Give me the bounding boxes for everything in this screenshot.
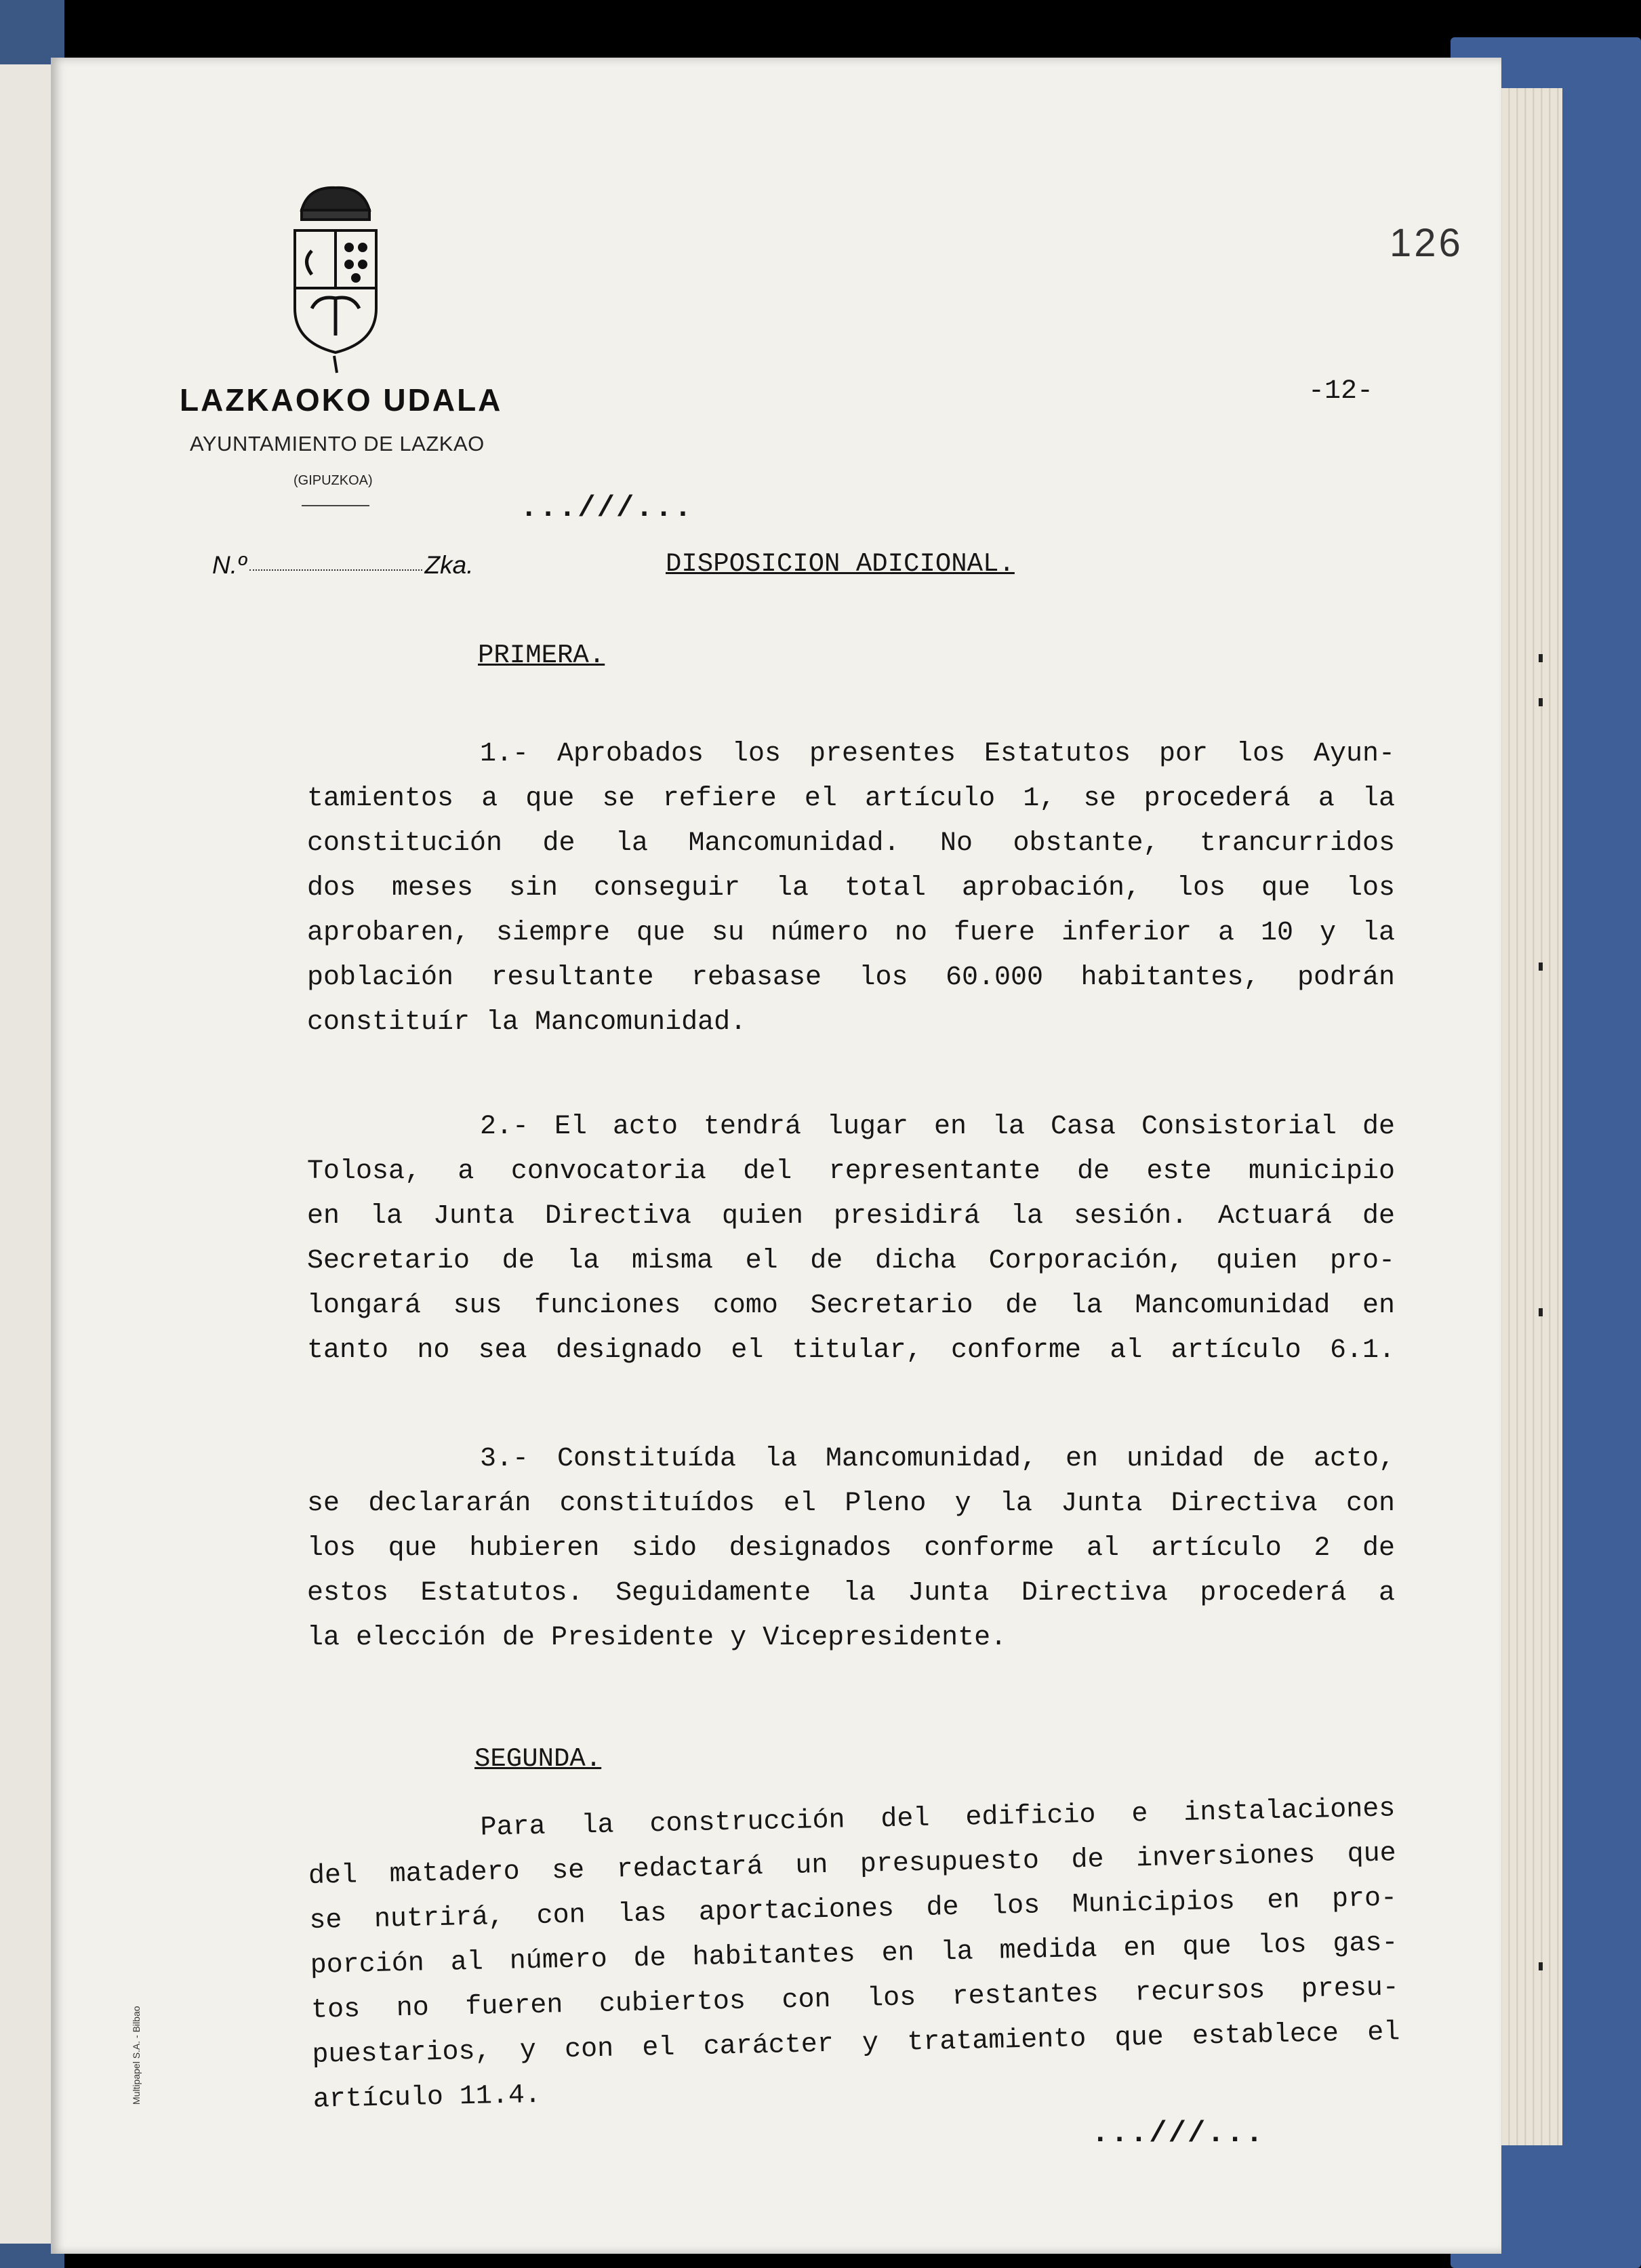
- organization-province: (GIPUZKOA): [293, 473, 373, 488]
- organization-subtitle: AYUNTAMIENTO DE LAZKAO: [190, 432, 485, 455]
- text-line: Tolosa, a convocatoria del representante de este municipio: [307, 1156, 1395, 1187]
- text-line: 3.- Constituída la Mancomunidad, en unidad de acto,: [480, 1444, 1395, 1474]
- text-line: dos meses sin conseguir la total aprobación, los que los: [307, 873, 1395, 904]
- margin-mark: [1539, 963, 1543, 971]
- text-line: se nutrirá, con las aportaciones de los Municipios en pro-: [308, 1883, 1398, 1937]
- text-line: tanto no sea designado el titular, conforme al artículo 6.1.: [307, 1335, 1395, 1366]
- text-line: del matadero se redactará un presupuesto de inversiones que: [308, 1838, 1397, 1892]
- text-line: aprobaren, siempre que su número no fuere inferior a 10 y la: [307, 918, 1395, 948]
- text-line: 2.- El acto tendrá lugar en la Casa Consistorial de: [480, 1112, 1395, 1142]
- text-line: puestarios, y con el carácter y tratamiento que establece el: [312, 2017, 1400, 2071]
- text-line: en la Junta Directiva quien presidirá la sesión. Actuará de: [307, 1201, 1395, 1232]
- section-heading: PRIMERA.: [478, 641, 605, 670]
- archive-folio-number: 126: [1390, 221, 1463, 265]
- text-line: los que hubieren sido designados conforme al artículo 2 de: [307, 1533, 1395, 1564]
- text-line: la elección de Presidente y Vicepresidente.: [307, 1623, 1007, 1653]
- organization-name: LAZKAOKO UDALA: [180, 382, 503, 418]
- paragraph: [307, 1105, 1395, 1373]
- letterhead-divider: [302, 505, 369, 506]
- margin-mark: [1539, 698, 1543, 706]
- text-line: porción al número de habitantes en la medida en que los gas-: [310, 1928, 1398, 1981]
- margin-mark: [1539, 1962, 1543, 1970]
- ref-prefix: N.º: [212, 551, 247, 579]
- ref-blank: [249, 569, 422, 571]
- text-line: constituír la Mancomunidad.: [307, 1007, 747, 1038]
- margin-mark: [1539, 1308, 1543, 1316]
- continuation-mark-bottom: ...///...: [1091, 2117, 1265, 2151]
- section-heading: SEGUNDA.: [474, 1744, 602, 1774]
- text-line: 1.- Aprobados los presentes Estatutos por los Ayun-: [480, 739, 1395, 769]
- text-line: artículo 11.4.: [312, 2080, 542, 2115]
- continuation-mark-top: ...///...: [520, 491, 693, 525]
- text-line: longará sus funciones como Secretario de la Mancomunidad en: [307, 1291, 1395, 1321]
- document-page: [51, 58, 1501, 2254]
- text-line: constitución de la Mancomunidad. No obstante, trancurridos: [307, 828, 1395, 859]
- printer-credit: Multipapel S.A. - Bilbao: [131, 2006, 142, 2105]
- text-line: Secretario de la misma el de dicha Corporación, quien pro-: [307, 1246, 1395, 1276]
- ref-suffix: Zka.: [424, 551, 474, 579]
- text-line: población resultante rebasase los 60.000 habitantes, podrán: [307, 963, 1395, 993]
- text-line: estos Estatutos. Seguidamente la Junta Directiva procederá a: [307, 1578, 1395, 1608]
- paragraph: [307, 732, 1395, 1045]
- text-line: tos no fueren cubiertos con los restantes recursos presu-: [310, 1972, 1400, 2026]
- paragraph: [307, 1437, 1395, 1661]
- page-number: -12-: [1308, 376, 1374, 407]
- text-line: Para la construcción del edificio e instalaciones: [480, 1794, 1396, 1844]
- reference-number-line: [212, 551, 473, 580]
- paragraph: [307, 1787, 1401, 2123]
- text-line: tamientos a que se refiere el artículo 1, se procederá a la: [307, 784, 1395, 814]
- section-title: DISPOSICION ADICIONAL.: [666, 549, 1015, 579]
- margin-mark: [1539, 654, 1543, 662]
- coat-of-arms-icon: [281, 180, 390, 376]
- text-line: se declararán constituídos el Pleno y la Junta Directiva con: [307, 1489, 1395, 1519]
- facing-page-edge: [0, 64, 51, 2244]
